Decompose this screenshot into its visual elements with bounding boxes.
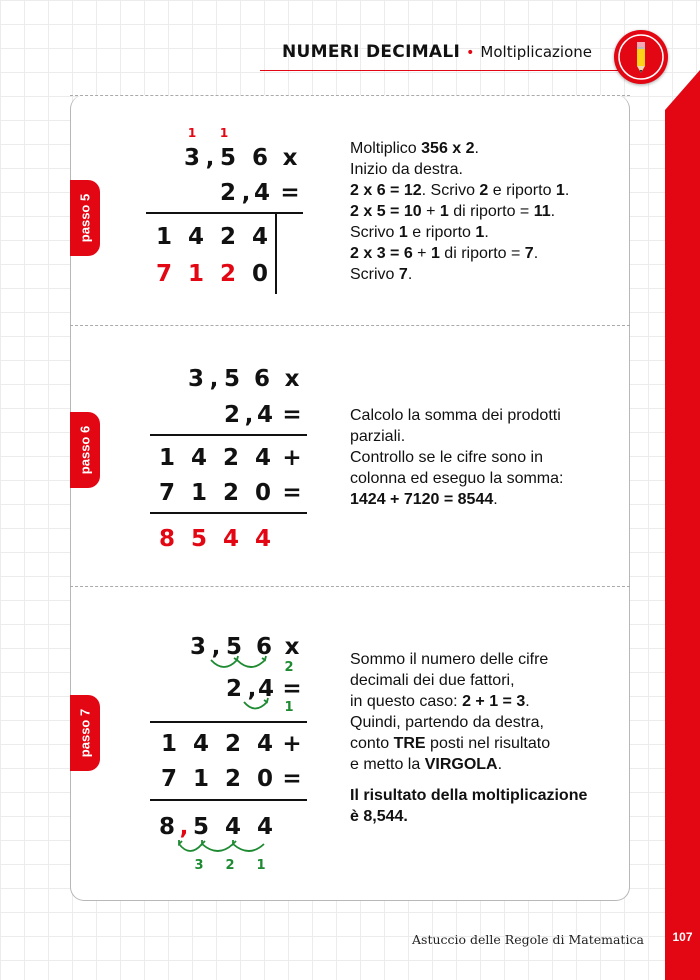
tab-step-7 bbox=[70, 695, 100, 771]
digit: 5 bbox=[190, 526, 207, 552]
text-line: Sommo il numero delle cifre bbox=[350, 651, 549, 668]
digit: 5 bbox=[219, 145, 236, 171]
digit: 2 bbox=[219, 180, 236, 206]
digit: 5 bbox=[225, 634, 242, 660]
decimal-comma: , bbox=[179, 814, 189, 840]
digit: 2 bbox=[224, 766, 241, 792]
carry-digit: 1 bbox=[187, 126, 197, 140]
text-line: decimali dei due fattori, bbox=[350, 672, 515, 689]
digit: 1 bbox=[190, 480, 207, 506]
digit: 2 bbox=[223, 402, 240, 428]
step-6-explanation bbox=[350, 405, 620, 510]
operator-sign: x bbox=[282, 145, 298, 171]
text-line: Moltiplico 356 x 2. bbox=[350, 140, 479, 157]
result-line bbox=[150, 721, 307, 723]
text-line: Calcolo la somma dei prodotti bbox=[350, 407, 561, 424]
digit: 6 bbox=[251, 145, 268, 171]
operator-sign: + bbox=[282, 445, 302, 471]
decimal-comma: , bbox=[244, 402, 254, 428]
digit: 0 bbox=[254, 480, 271, 506]
digit: 4 bbox=[224, 814, 241, 840]
conclusion-line: è 8,544. bbox=[350, 808, 408, 825]
operator-sign: = bbox=[282, 676, 302, 702]
result-line bbox=[150, 434, 307, 436]
text-line: in questo caso: 2 + 1 = 3. bbox=[350, 693, 530, 710]
digit: 1 bbox=[158, 445, 175, 471]
header-badge bbox=[614, 30, 668, 84]
digit: 5 bbox=[192, 814, 209, 840]
digit: 4 bbox=[222, 526, 239, 552]
tab-step-6 bbox=[70, 412, 100, 488]
conclusion-line: Il risultato della moltiplicazione bbox=[350, 787, 588, 804]
position-number: 2 bbox=[225, 858, 235, 873]
digit: 3 bbox=[183, 145, 200, 171]
result-line bbox=[146, 212, 303, 214]
digit: 1 bbox=[187, 261, 204, 287]
text-line: Inizio da destra. bbox=[350, 161, 463, 178]
digit: 2 bbox=[224, 731, 241, 757]
digit: 4 bbox=[254, 526, 271, 552]
decimal-comma: , bbox=[205, 145, 215, 171]
decimal-count: 2 bbox=[284, 660, 294, 675]
digit: 3 bbox=[187, 366, 204, 392]
book-title: Astuccio delle Regole di Matematica bbox=[412, 932, 644, 947]
operator-sign: + bbox=[282, 731, 302, 757]
decimal-count: 1 bbox=[284, 700, 294, 715]
conclusion bbox=[350, 785, 620, 827]
decimal-position-arrows bbox=[176, 838, 276, 858]
digit: 4 bbox=[257, 676, 274, 702]
digit: 2 bbox=[219, 224, 236, 250]
text-line: conto TRE posti nel risultato bbox=[350, 735, 551, 752]
operator-sign: = bbox=[280, 180, 300, 206]
digit: 0 bbox=[251, 261, 268, 287]
step-5-explanation bbox=[350, 138, 620, 285]
text-line: 2 x 5 = 10 + 1 di riporto = 11. bbox=[350, 203, 556, 220]
divider-step-7 bbox=[70, 586, 630, 587]
digit: 4 bbox=[256, 814, 273, 840]
result-line bbox=[150, 512, 307, 514]
step-7-explanation bbox=[350, 649, 620, 827]
position-number: 1 bbox=[256, 858, 266, 873]
decimal-comma: , bbox=[247, 676, 257, 702]
text-line: Scrivo 1 e riporto 1. bbox=[350, 224, 489, 241]
divider-top bbox=[70, 95, 630, 96]
text-line: 2 x 6 = 12. Scrivo 2 e riporto 1. bbox=[350, 182, 570, 199]
pencil-icon bbox=[614, 30, 668, 84]
digit: 0 bbox=[256, 766, 273, 792]
side-band bbox=[665, 70, 700, 980]
digit: 1 bbox=[192, 766, 209, 792]
digit: 6 bbox=[255, 634, 272, 660]
text-line: Scrivo 7. bbox=[350, 266, 413, 283]
digit: 2 bbox=[225, 676, 242, 702]
column-guide bbox=[275, 212, 277, 294]
chapter-subtitle: Moltiplicazione bbox=[480, 43, 592, 61]
digit: 7 bbox=[158, 480, 175, 506]
text-line: Controllo se le cifre sono in bbox=[350, 449, 543, 466]
digit: 2 bbox=[222, 480, 239, 506]
carry-digit: 1 bbox=[219, 126, 229, 140]
digit: 4 bbox=[192, 731, 209, 757]
digit: 6 bbox=[253, 366, 270, 392]
operator-sign: = bbox=[282, 480, 302, 506]
digit: 8 bbox=[158, 526, 175, 552]
operator-sign: = bbox=[282, 766, 302, 792]
decimal-count-arrow bbox=[240, 697, 274, 715]
digit: 4 bbox=[251, 224, 268, 250]
digit: 7 bbox=[155, 261, 172, 287]
position-number: 3 bbox=[194, 858, 204, 873]
page-header bbox=[282, 42, 592, 62]
tab-label: passo 6 bbox=[77, 425, 93, 475]
digit: 2 bbox=[219, 261, 236, 287]
decimal-comma: , bbox=[209, 366, 219, 392]
operator-sign: x bbox=[284, 634, 300, 660]
digit: 1 bbox=[155, 224, 172, 250]
decimal-comma: , bbox=[241, 180, 251, 206]
digit: 4 bbox=[256, 402, 273, 428]
decimal-count-arrows bbox=[205, 654, 275, 674]
text-line: 2 x 3 = 6 + 1 di riporto = 7. bbox=[350, 245, 539, 262]
tab-step-5 bbox=[70, 180, 100, 256]
text-line: parziali. bbox=[350, 428, 406, 445]
page-number: 107 bbox=[672, 930, 693, 944]
divider-step-6 bbox=[70, 325, 630, 326]
digit: 7 bbox=[160, 766, 177, 792]
digit: 3 bbox=[189, 634, 206, 660]
digit: 8 bbox=[158, 814, 175, 840]
chapter-title: NUMERI DECIMALI bbox=[281, 42, 461, 62]
text-line: colonna ed eseguo la somma: bbox=[350, 470, 564, 487]
tab-label: passo 5 bbox=[77, 193, 93, 243]
text-line: e metto la VIRGOLA. bbox=[350, 756, 503, 773]
header-separator: • bbox=[466, 45, 475, 61]
operator-sign: x bbox=[284, 366, 300, 392]
text-line: 1424 + 7120 = 8544. bbox=[350, 491, 498, 508]
text-line: Quindi, partendo da destra, bbox=[350, 714, 544, 731]
header-underline bbox=[260, 70, 622, 71]
digit: 4 bbox=[254, 445, 271, 471]
digit: 4 bbox=[190, 445, 207, 471]
result-line bbox=[150, 799, 307, 801]
digit: 2 bbox=[222, 445, 239, 471]
tab-label: passo 7 bbox=[77, 708, 93, 758]
digit: 4 bbox=[256, 731, 273, 757]
digit: 1 bbox=[160, 731, 177, 757]
digit: 5 bbox=[223, 366, 240, 392]
operator-sign: = bbox=[282, 402, 302, 428]
decimal-comma: , bbox=[211, 634, 221, 660]
digit: 4 bbox=[253, 180, 270, 206]
digit: 4 bbox=[187, 224, 204, 250]
